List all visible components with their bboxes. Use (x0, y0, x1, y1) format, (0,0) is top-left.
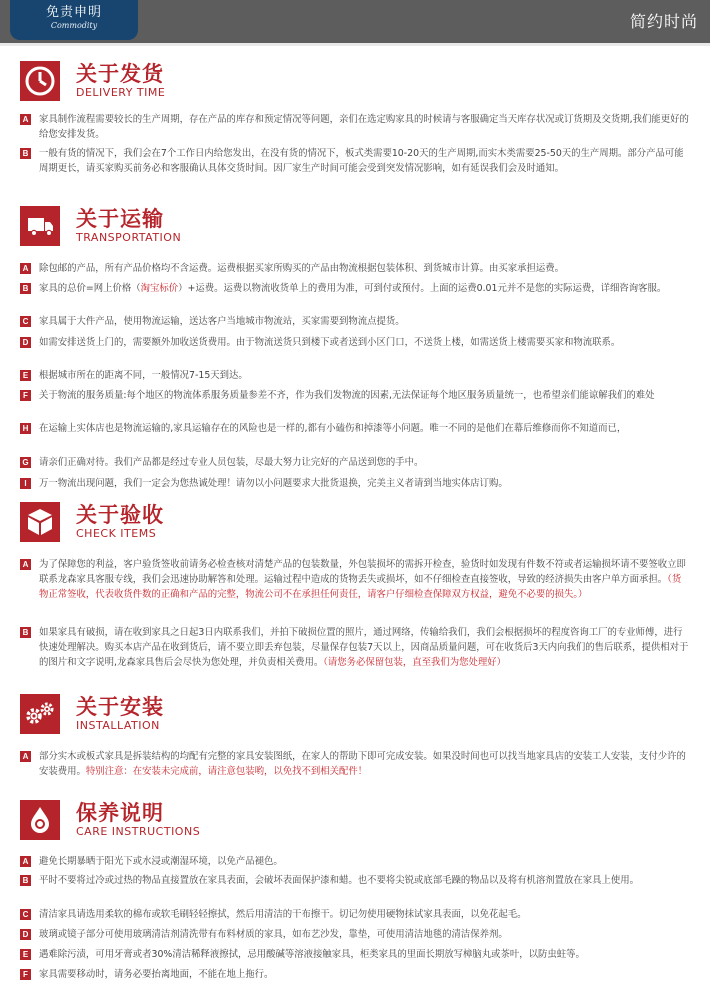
gears-icon (20, 694, 60, 734)
item-badge: E (20, 949, 31, 960)
item-badge: B (20, 283, 31, 294)
item-text: 遇难除污渍，可用牙膏或者30%清洁稀释液擦拭，忌用酸碱等溶液接触家具，柜类家具的里面长期放写樟脑丸或茶叶，以防虫蛀等。 (39, 949, 585, 960)
disclaimer-tab (10, 0, 138, 40)
tab-subtitle: Commodity (50, 21, 98, 30)
item-text-part: 为了保障您的利益，客户验货签收前请务必检查核对清楚产品的包装数量，外包装损坏的需拆开检查，验货时如发现有件数不符或者运输损坏请不要签收立即联系龙森家具客服专线，我们会迅速协助解答和处理。运输过程中造成的货物丢失或损坏，如不仔细检查直接签收，导致的经济损失由客户单方面承担。 (39, 559, 686, 585)
item-text-part: ）+运费。运费以物流收货单上的费用为准，可到付或预付。上面的运费0.01元并不是您的实际运费，详细咨询客服。 (178, 283, 667, 294)
item-text: 家具制作流程需要较长的生产周期，存在产品的库存和预定情况等问题，亲们在选定购家具的时候请与客服确定当天库存状况或订货期及交货期,我们能更好的给您安排发货。 (39, 114, 689, 140)
tab-title: 免责申明 (45, 5, 102, 20)
item-badge: H (20, 423, 31, 434)
section-subtitle: TRANSPORTATION (76, 231, 182, 244)
item-badge: D (20, 929, 31, 940)
item-text-highlight: （货物正常签收，代表收货件数的正确和产品的完整，物流公司不在承担任何责任，请客户仔细检查保障双方权益，避免不必要的损失。） (39, 574, 682, 600)
item-badge: F (20, 390, 31, 401)
item-text: 一般有货的情况下，我们会在7个工作日内给您发出，在没有货的情况下，板式类需要10-20天的生产周期,而实木类需要25-50天的生产周期。部分产品可能周期更长，请买家购买前务必和客服确认具体交货时间。因厂家生产时间可能会受到突发情况影响，如有延误我们会及时通知。 (39, 148, 684, 174)
section-title: 保养说明 (76, 801, 164, 825)
section-header (0, 61, 710, 111)
item-text: 家具需要移动时，请务必要抬离地面，不能在地上拖行。 (39, 969, 274, 980)
banner-right-title: 简约时尚 (629, 12, 698, 31)
section-subtitle: CARE INSTRUCTIONS (76, 825, 201, 838)
section-subtitle: CHECK ITEMS (76, 527, 157, 540)
item-text: 玻璃或镜子部分可使用玻璃清洁剂清洗带有布料材质的家具，如布艺沙发，靠垫，可使用清洁地毯的清洁保养剂。 (39, 929, 508, 940)
item-text: 在运输上实体店也是物流运输的,家具运输存在的风险也是一样的,都有小磕伤和掉漆等小问题。唯一不同的是他们在幕后维修而你不知道而已， (39, 423, 627, 434)
item-text (39, 749, 690, 779)
item-badge: I (20, 478, 31, 489)
section-title: 关于发货 (76, 62, 164, 86)
item-badge: F (20, 969, 31, 980)
item-text-part: 家具的总价=网上价格（ (39, 283, 141, 294)
item-text: 家具属于大件产品，使用物流运输，送达客户当地城市物流站，买家需要到物流点提货。 (39, 316, 405, 327)
section-transport (0, 206, 710, 256)
item-badge: B (20, 627, 31, 638)
item-text: 除包邮的产品，所有产品价格均不含运费。运费根据买家所购买的产品由物流根据包装体积、到货城市计算。由买家承担运费。 (39, 263, 565, 274)
section-header (0, 502, 710, 552)
package-box-icon (20, 502, 60, 542)
banner-divider (0, 43, 710, 46)
item-badge: E (20, 370, 31, 381)
section-title: 关于运输 (76, 207, 164, 231)
item-text: 请亲们正确对待。我们产品都是经过专业人员包装，尽最大努力让完好的产品送到您的手中。 (39, 457, 424, 468)
section-inspection (0, 502, 710, 552)
item-badge: C (20, 909, 31, 920)
item-text: 清洁家具请选用柔软的棉布或软毛刷轻轻擦拭，然后用清洁的干布擦干。切记勿使用硬物抹试家具表面，以免花起毛。 (39, 909, 527, 920)
section-installation (0, 694, 710, 744)
item-text-highlight: 特别注意：在安装未完成前，请注意包装哟，以免找不到相关配件！ (85, 766, 368, 777)
item-badge: B (20, 148, 31, 159)
item-text: 避免长期暴晒于阳光下或水浸或潮湿环境，以免产品褪色。 (39, 856, 283, 867)
item-text: 万一物流出现问题，我们一定会为您热诚处理！请勿以小问题要求大批货退换，完美主义者请到当地实体店订购。 (39, 478, 508, 489)
section-header (0, 206, 710, 256)
item-badge: A (20, 559, 31, 570)
section-title: 关于安装 (76, 695, 164, 719)
item-text: 关于物流的服务质量:每个地区的物流体系服务质量参差不齐，作为我们发物流的因素,无法保证每个地区服务质量统一，也希望亲们能谅解我们的难处 (39, 390, 655, 401)
item-badge: A (20, 263, 31, 274)
item-badge: G (20, 457, 31, 468)
item-text: 根据城市所在的距离不同，一般情况7-15天到达。 (39, 370, 248, 381)
item-text (39, 557, 690, 602)
top-banner (0, 0, 710, 46)
truck-icon (20, 206, 60, 246)
water-drop-icon (20, 800, 60, 840)
item-text: 如需安排送货上门的，需要额外加收送货费用。由于物流送货只到楼下或者送到小区门口，不送货上楼，如需送货上楼需要买家和物流联系。 (39, 337, 621, 348)
section-subtitle: INSTALLATION (76, 719, 160, 732)
item-text-part: 如果家具有破损，请在收到家具之日起3日内联系我们，并拍下破损位置的照片，通过网络，传输给我们，我们会根据损坏的程度咨询工厂的专业师傅，进行快速处理解决。购买本店产品在收到货后，请不要立即丢弃包装，尽量保存包装7天以上，因商品质量问题，可在收货后3天内向我们的售后联系，提供相对于的图片和文字说明,龙森家具售后会尽快为您处理，并负责相关费用。 (39, 627, 689, 668)
item-badge: B (20, 875, 31, 886)
section-title: 关于验收 (76, 503, 164, 527)
item-badge: D (20, 337, 31, 348)
section-subtitle: DELIVERY TIME (76, 86, 166, 99)
clock-icon (20, 61, 60, 101)
item-text-highlight: （请您务必保留包装，直至我们为您处理好） (323, 657, 507, 668)
section-header (0, 694, 710, 744)
section-delivery (0, 61, 710, 111)
item-text-highlight: 淘宝标价 (140, 283, 179, 294)
item-text-part: 部分实木或板式家具是拆装结构的均配有完整的家具安装图纸，在家人的帮助下即可完成安装。如果没时间也可以找当地家具店的安装工人安装，支付少许的安装费用。 (39, 751, 686, 777)
section-care (0, 800, 710, 850)
item-text (39, 625, 690, 670)
item-badge: A (20, 751, 31, 762)
item-text (39, 281, 690, 296)
item-badge: C (20, 316, 31, 327)
item-badge: A (20, 856, 31, 867)
item-badge: A (20, 114, 31, 125)
section-header (0, 800, 710, 850)
item-text: 平时不要将过冷或过热的物品直接置放在家具表面，会破坏表面保护漆和蜡。也不要将尖锐或底部毛躁的物品以及将有机溶剂置放在家具上使用。 (39, 875, 640, 886)
